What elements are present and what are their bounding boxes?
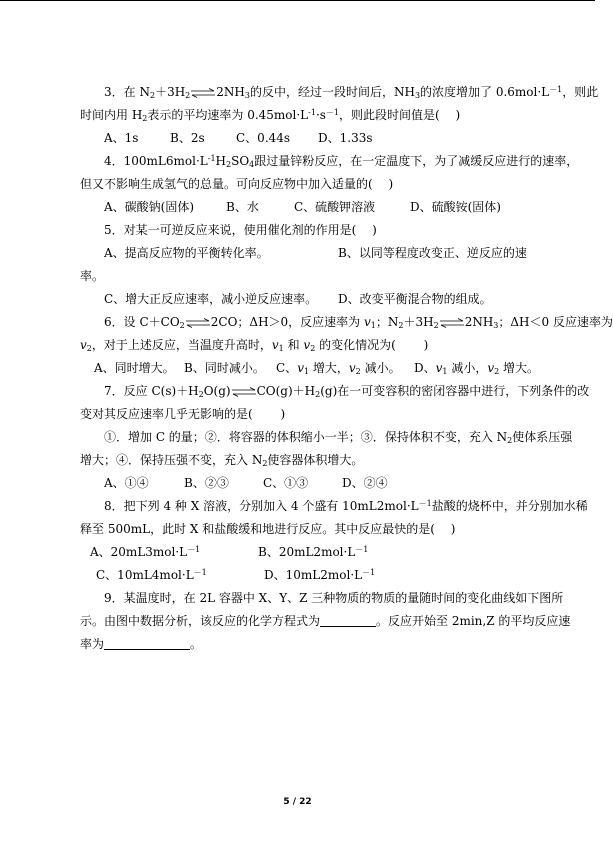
q7-option-b: B、②③: [184, 476, 229, 490]
q7-option-d: D、②④: [342, 476, 388, 490]
q9-line1: 9．某温度时，在 2L 容器中 X、Y、Z 三种物质的物质的量随时间的变化曲线如下图所: [104, 591, 564, 605]
q5-option-b: B、以同等程度改变正、逆反应的速: [338, 246, 527, 260]
q5-option-a: A、提高反应物的平衡转化率。: [104, 246, 269, 260]
q8-option-a: A、$20mL3mol\cdot L^{-1}$: [90, 545, 201, 559]
q4-line2: 但又不影响生成氢气的总量。可向反应物中加入适量的( ): [80, 177, 394, 191]
q7-option-c: C、①③: [263, 476, 309, 490]
q4-option-a: A、碳酸钠(固体): [104, 200, 195, 214]
q6-option-a: A、同时增大。: [94, 361, 175, 375]
page-number: 5 / 22: [283, 797, 312, 807]
q4-option-d: D、硫酸铵(固体): [410, 200, 501, 214]
q7-line3: ①．增加 C 的量；②．将容器的体积缩小一半；③．保持体积不变，充入 $N_2$使体系压强: [104, 430, 573, 445]
q9-line2: 示。由图中数据分析，该反应的化学方程式为 。反应开始至 2min,Z 的平均反应速: [80, 614, 571, 628]
q3-line1: 3．在 $N_2+3H_2$ $2NH_3$的反中，经过一段时间后，$NH_3$的浓度增加了 $0.6mol\cdot L^{-1}$，则此: [104, 85, 599, 100]
q9-line3: 率为 。: [80, 637, 203, 651]
q5-option-b-cont: 率。: [80, 269, 105, 283]
top-rule: [0, 0, 595, 1]
q3-option-b: B、2s: [170, 131, 205, 145]
q7-option-a: A、①④: [104, 476, 149, 490]
q8-option-c: C、$10mL4mol\cdot L^{-1}$: [96, 568, 207, 582]
q4-option-b: B、水: [226, 200, 259, 214]
q5-option-d: D、改变平衡混合物的组成。: [338, 292, 492, 306]
q8-option-b: B、$20mL2mol\cdot L^{-1}$: [258, 545, 369, 559]
q8-line1: 8．把下列 4 种 X 溶液，分别加入 4 个盛有 $10mL2mol\cdot L^{-1}$盐酸的烧杯中，并分别加水稀: [104, 499, 588, 513]
q5-option-c: C、增大正反应速率，减小逆反应速率。: [104, 292, 318, 306]
answer-blank[interactable]: [320, 614, 376, 627]
q6-option-b: B、同时减小。: [184, 361, 265, 375]
q7-line2: 变对其反应速率几乎无影响的是( ): [80, 407, 286, 421]
q7-line1: 7．反应 $C(s)+H_2O(g)$ $CO(g)+H_2(g)$在一可变容积的密闭容器中进行，下列条件的改: [104, 384, 590, 399]
q8-option-d: D、$10mL2mol\cdot L^{-1}$: [264, 568, 376, 582]
q6-line2: $v_2$，对于上述反应，当温度升高时，$v_1$ 和 $v_2$ 的变化情况为( ): [80, 338, 429, 353]
reversible-arrow-icon: [185, 318, 211, 328]
q5-line1: 5．对某一可逆反应来说，使用催化剂的作用是( ): [104, 223, 377, 237]
answer-blank[interactable]: [104, 637, 190, 650]
q8-line2: 释至 500mL，此时 X 和盐酸缓和地进行反应。其中反应最快的是( ): [80, 522, 456, 536]
q6-option-c: C、$v_1$ 增大，$v_2$ 减小。: [276, 361, 401, 376]
q3-option-a: A、1s: [104, 131, 139, 145]
q6-line1: 6．设 $C+CO_2$ 2CO；ΔH＞0，反应速率为 $v_1$；$N_2+3H_2$ $2NH_3$；ΔH＜0 反应速率为: [104, 315, 613, 330]
q4-line1: 4．$100mL6mol\cdot L^{-1}H_2SO_4$跟过量锌粉反应，在一定温度下，为了减缓反应进行的速率，: [104, 154, 579, 169]
q4-option-c: C、硫酸钾溶液: [294, 200, 376, 214]
q3-option-c: C、0.44s: [236, 131, 291, 145]
reversible-arrow-icon: [439, 318, 465, 328]
q6-option-d: D、$v_1$ 减小，$v_2$ 增大。: [414, 361, 540, 376]
reversible-arrow-icon: [231, 387, 257, 397]
q3-line2: 时间内用 $H_2$表示的平均速率为 $0.45mol\cdot L^{-1}\cdot s^{-1}$，则此段时间值是( ): [80, 108, 461, 123]
q3-option-d: D、1.33s: [318, 131, 373, 145]
reversible-arrow-icon: [190, 88, 216, 98]
q7-line4: 增大；④．保持压强不变，充入 $N_2$使容器体积增大。: [80, 453, 364, 468]
